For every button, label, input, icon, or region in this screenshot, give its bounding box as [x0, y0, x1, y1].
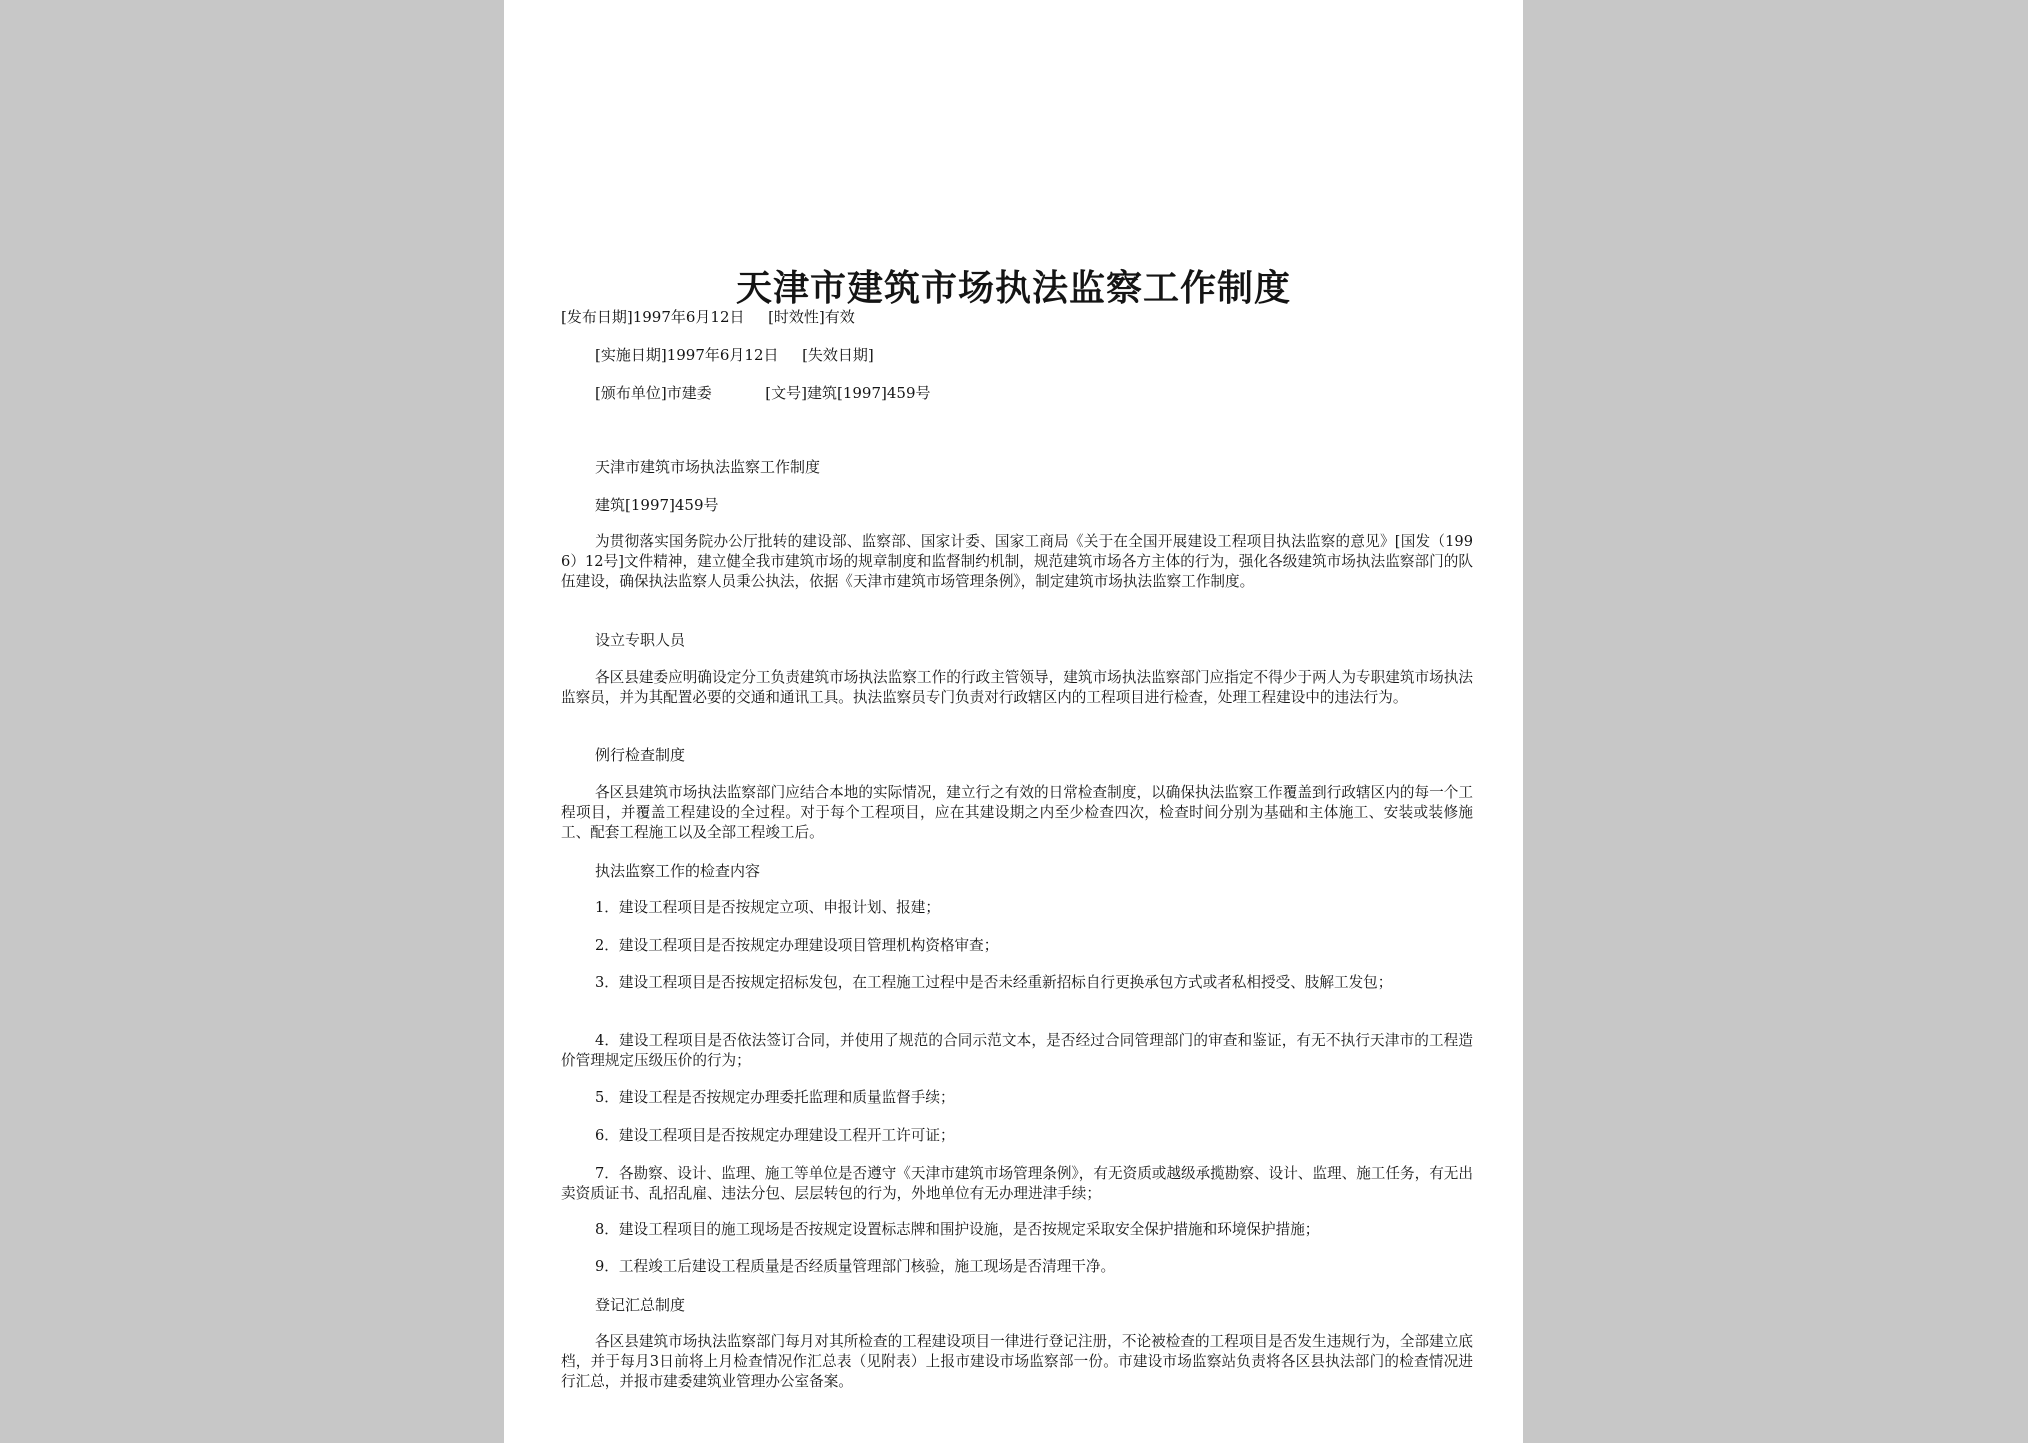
list-item: 4．建设工程项目是否依法签订合同，并使用了规范的合同示范文本，是否经过合同管理部门的审查和鉴证，有无不执行天津市的工程造价管理规定压级压价的行为； [561, 1032, 1473, 1069]
body-number: 建筑[1997]459号 [595, 496, 719, 514]
section-heading: 设立专职人员 [595, 631, 686, 649]
list-item: 7．各勘察、设计、监理、施工等单位是否遵守《天津市建筑市场管理条例》，有无资质或越级承揽勘察、设计、监理、施工任务，有无出卖资质证书、乱招乱雇、违法分包、层层转包的行为，外地单位有无办理进津手续； [561, 1165, 1473, 1202]
meta-row-issuer [595, 383, 931, 403]
doc-number: [文号]建筑[1997]459号 [765, 384, 931, 402]
list-item: 3．建设工程项目是否按规定招标发包，在工程施工过程中是否未经重新招标自行更换承包方式或者私相授受、肢解工发包； [595, 974, 1393, 991]
list-item: 1．建设工程项目是否按规定立项、申报计划、报建； [595, 899, 940, 916]
list-item: 2．建设工程项目是否按规定办理建设项目管理机构资格审查； [595, 937, 999, 954]
expiry-date: [失效日期] [802, 346, 874, 364]
list-item: 8．建设工程项目的施工现场是否按规定设置标志牌和围护设施，是否按规定采取安全保护措施和环境保护措施； [595, 1221, 1320, 1238]
section-paragraph: 各区县建委应明确设定分工负责建筑市场执法监察工作的行政主管领导，建筑市场执法监察部门应指定不得少于两人为专职建筑市场执法监察员，并为其配置必要的交通和通讯工具。执法监察员专门负责对行政辖区内的工程项目进行检查，处理工程建设中的违法行为。 [561, 669, 1473, 706]
section-heading: 例行检查制度 [595, 746, 686, 764]
list-item: 9．工程竣工后建设工程质量是否经质量管理部门核验，施工现场是否清理干净。 [595, 1258, 1116, 1275]
validity-status: [时效性]有效 [768, 308, 855, 326]
document-page [504, 0, 1523, 1443]
issuer: [颁布单位]市建委 [595, 384, 712, 402]
body-title: 天津市建筑市场执法监察工作制度 [595, 458, 821, 476]
section-heading: 执法监察工作的检查内容 [595, 862, 761, 880]
section-heading: 登记汇总制度 [595, 1296, 686, 1314]
publish-date: [发布日期]1997年6月12日 [561, 308, 745, 326]
list-item: 5．建设工程是否按规定办理委托监理和质量监督手续； [595, 1089, 955, 1106]
meta-row-publish [561, 307, 855, 327]
list-item: 6．建设工程项目是否按规定办理建设工程开工许可证； [595, 1127, 955, 1144]
meta-row-effective [595, 345, 874, 365]
document-title: 天津市建筑市场执法监察工作制度 [735, 267, 1291, 309]
intro-paragraph: 为贯彻落实国务院办公厅批转的建设部、监察部、国家计委、国家工商局《关于在全国开展建设工程项目执法监察的意见》[国发（1996）12号]文件精神，建立健全我市建筑市场的规章制度和监督制约机制，规范建筑市场各方主体的行为，强化各级建筑市场执法监察部门的队伍建设，确保执法监察人员秉公执法，依据《天津市建筑市场管理条例》，制定建筑市场执法监察工作制度。 [561, 533, 1473, 590]
section-paragraph: 各区县建筑市场执法监察部门每月对其所检查的工程建设项目一律进行登记注册，不论被检查的工程项目是否发生违规行为，全部建立底档，并于每月3日前将上月检查情况作汇总表（见附表）上报市建设市场监察部一份。市建设市场监察站负责将各区县执法部门的检查情况进行汇总，并报市建委建筑业管理办公室备案。 [561, 1333, 1473, 1390]
section-paragraph: 各区县建筑市场执法监察部门应结合本地的实际情况，建立行之有效的日常检查制度，以确保执法监察工作覆盖到行政辖区内的每一个工程项目，并覆盖工程建设的全过程。对于每个工程项目，应在其建设期之内至少检查四次，检查时间分别为基础和主体施工、安装或装修施工、配套工程施工以及全部工程竣工后。 [561, 784, 1473, 841]
effective-date: [实施日期]1997年6月12日 [595, 346, 779, 364]
